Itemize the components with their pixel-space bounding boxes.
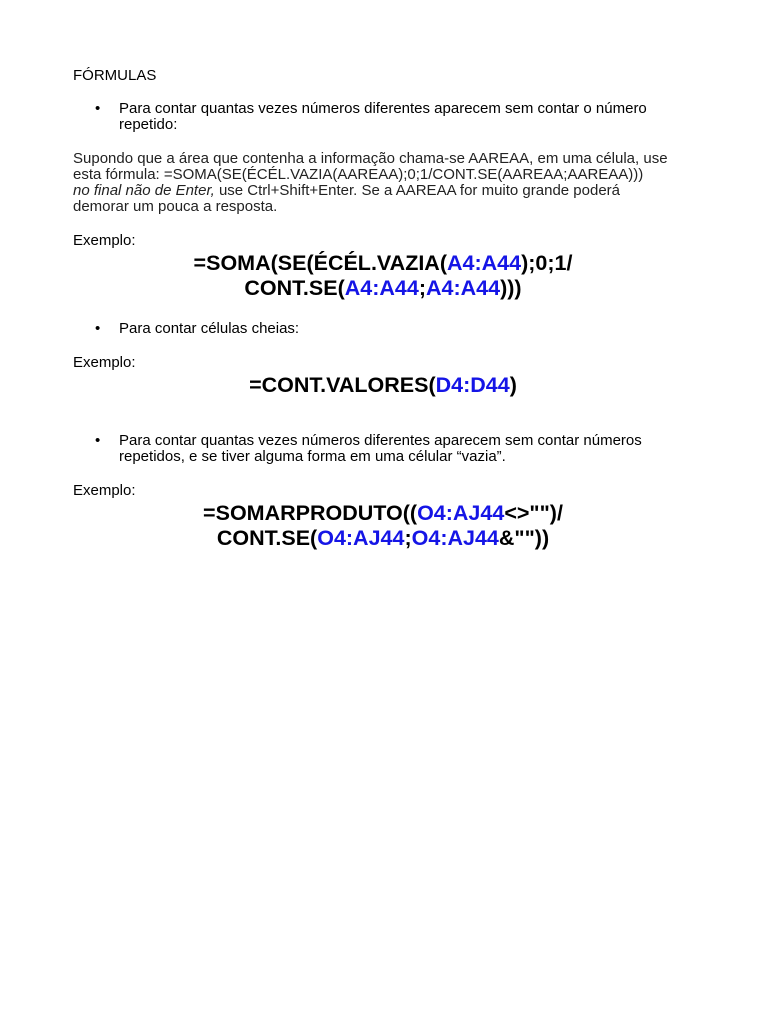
- formula-text: =SOMARPRODUTO((: [203, 501, 418, 525]
- italic-note: no final não de Enter,: [73, 182, 215, 199]
- example-label: Exemplo:: [73, 354, 136, 371]
- explanation-paragraph: [73, 151, 693, 215]
- example-label: Exemplo:: [73, 482, 136, 499]
- formula-text: ;: [404, 526, 412, 550]
- cell-range: A4:A44: [446, 251, 522, 275]
- formula-text: ;: [418, 276, 427, 300]
- cell-range: O4:AJ44: [411, 526, 499, 550]
- formula-soma: [73, 251, 693, 301]
- cell-range: D4:D44: [435, 373, 510, 397]
- formula-text: CONT.SE(: [244, 276, 345, 300]
- paragraph-line: Supondo que a área que contenha a informação chama-se AAREAA, em uma célula, use: [73, 150, 668, 167]
- bullet-item-distinct-empty: [73, 433, 693, 465]
- formula-text: &"")): [498, 526, 550, 550]
- formula-text: CONT.SE(: [216, 526, 318, 550]
- bullet-icon: •: [95, 432, 101, 449]
- bullet-text: Para contar células cheias:: [119, 320, 300, 337]
- formula-somarproduto: [73, 501, 693, 551]
- formula-text: ))): [500, 276, 522, 300]
- formula-text: <>"")/: [504, 501, 563, 525]
- cell-range: A4:A44: [426, 276, 501, 300]
- paragraph-line: demorar um pouca a resposta.: [73, 198, 278, 215]
- bullet-item-count-filled: [73, 321, 693, 337]
- paragraph-text: use Ctrl+Shift+Enter. Se a AAREAA for muito grande poderá: [214, 182, 621, 199]
- bullet-icon: •: [95, 320, 101, 337]
- formula-line: [73, 276, 693, 301]
- formula-line: [73, 373, 693, 398]
- formula-text: );0;1/: [521, 251, 573, 275]
- cell-range: O4:AJ44: [417, 501, 505, 525]
- formula-line: [73, 501, 693, 526]
- document-page: [73, 67, 693, 551]
- formula-text: ): [509, 373, 517, 397]
- paragraph-line: [73, 183, 693, 199]
- cell-range: A4:A44: [344, 276, 419, 300]
- example-label: Exemplo:: [73, 232, 136, 249]
- formula-cont-valores: [73, 373, 693, 398]
- formula-line: [73, 526, 693, 551]
- bullet-icon: •: [95, 100, 101, 117]
- bullet-text: Para contar quantas vezes números diferentes aparecem sem contar números repetidos, e se tiver alguma forma em uma célular “vazia”.: [119, 432, 642, 465]
- formula-text: =SOMA(SE(ÉCÉL.VAZIA(: [193, 251, 447, 275]
- page-title: FÓRMULAS: [73, 67, 157, 84]
- bullet-item-distinct-count: [73, 101, 693, 133]
- paragraph-line: esta fórmula: =SOMA(SE(ÉCÉL.VAZIA(AAREAA);0;1/CONT.SE(AAREAA;AAREAA))): [73, 166, 644, 183]
- formula-line: [73, 251, 693, 276]
- formula-text: =CONT.VALORES(: [249, 373, 436, 397]
- bullet-text: Para contar quantas vezes números diferentes aparecem sem contar o número repetido:: [119, 100, 647, 133]
- cell-range: O4:AJ44: [317, 526, 405, 550]
